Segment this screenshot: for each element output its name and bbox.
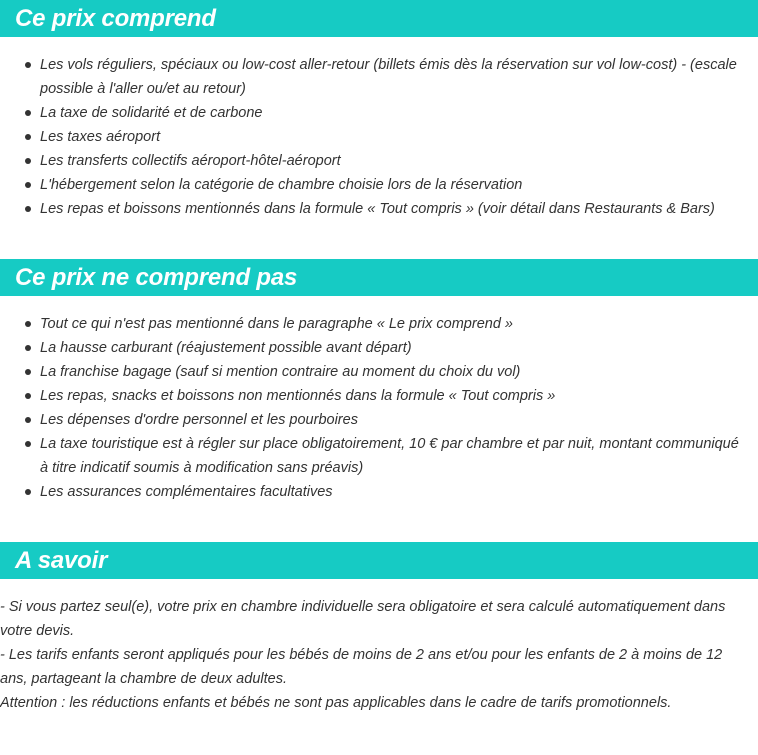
list-item: L'hébergement selon la catégorie de chambre choisie lors de la réservation xyxy=(0,173,758,197)
list-item: Les repas et boissons mentionnés dans la formule « Tout compris » (voir détail dans Restaurants & Bars) xyxy=(0,197,758,221)
section-title: Ce prix ne comprend pas xyxy=(15,263,298,291)
list-item: Tout ce qui n'est pas mentionné dans le paragraphe « Le prix comprend » xyxy=(0,312,758,336)
section-good-to-know xyxy=(0,542,758,715)
list-item: Les taxes aéroport xyxy=(0,125,758,149)
list-item: Les transferts collectifs aéroport-hôtel-aéroport xyxy=(0,149,758,173)
list-item: Les assurances complémentaires facultatives xyxy=(0,480,758,504)
list-item: La franchise bagage (sauf si mention contraire au moment du choix du vol) xyxy=(0,360,758,384)
list-item: La taxe de solidarité et de carbone xyxy=(0,101,758,125)
section-header xyxy=(0,542,758,579)
section-header xyxy=(0,259,758,296)
section-price-includes xyxy=(0,0,758,221)
note-paragraph: - Les tarifs enfants seront appliqués pour les bébés de moins de 2 ans et/ou pour les enfants de 2 à moins de 12 ans, partageant la chambre de deux adultes. xyxy=(0,647,723,687)
section-title: A savoir xyxy=(15,546,108,574)
notes-block xyxy=(0,579,758,715)
list-item: Les vols réguliers, spéciaux ou low-cost aller-retour (billets émis dès la réservation sur vol low-cost) - (escale possible à l'aller ou/et au retour) xyxy=(0,53,758,101)
included-list xyxy=(0,37,758,221)
section-price-excludes xyxy=(0,259,758,504)
list-item: La hausse carburant (réajustement possible avant départ) xyxy=(0,336,758,360)
list-item: La taxe touristique est à régler sur place obligatoirement, 10 € par chambre et par nuit, montant communiqué à titre indicatif soumis à modification sans préavis) xyxy=(0,432,758,480)
list-item: Les dépenses d'ordre personnel et les pourboires xyxy=(0,408,758,432)
note-paragraph: - Si vous partez seul(e), votre prix en chambre individuelle sera obligatoire et sera calculé automatiquement dans votre devis. xyxy=(0,599,726,639)
list-item: Les repas, snacks et boissons non mentionnés dans la formule « Tout compris » xyxy=(0,384,758,408)
section-header xyxy=(0,0,758,37)
note-paragraph: Attention : les réductions enfants et bébés ne sont pas applicables dans le cadre de tarifs promotionnels. xyxy=(0,695,672,711)
section-title: Ce prix comprend xyxy=(15,4,216,32)
excluded-list xyxy=(0,296,758,504)
